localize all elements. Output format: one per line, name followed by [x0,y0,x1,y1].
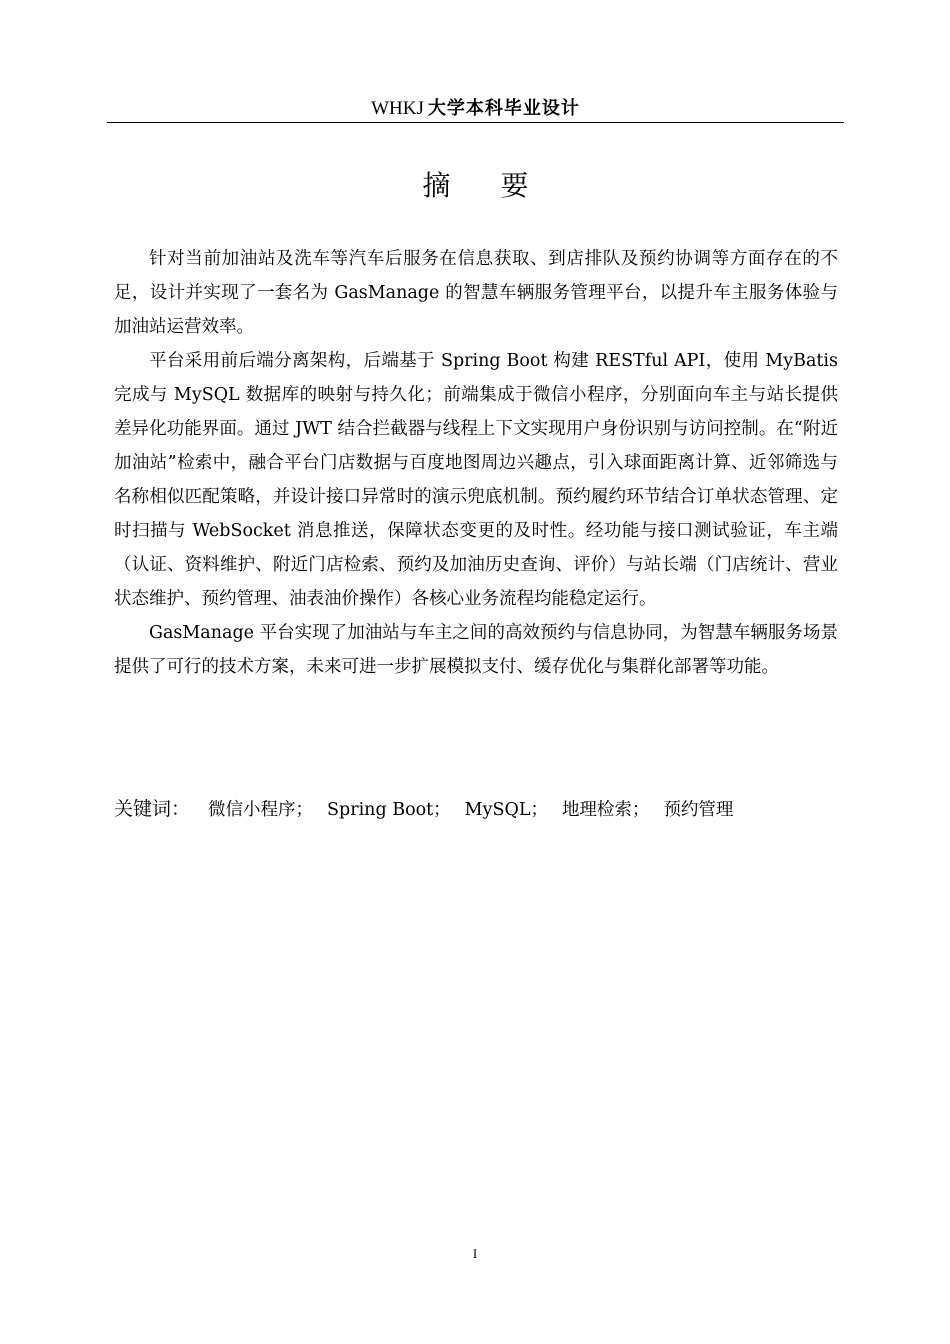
abstract-paragraph: 平台采用前后端分离架构，后端基于 Spring Boot 构建 RESTful API，使用 MyBatis 完成与 MySQL 数据库的映射与持久化；前端集成于微信小程序，分别面向车主与站长提供差异化功能界面。通过 JWT 结合拦截器与线程上下文实现用户身份识别与访问控制。在“附近加油站”检索中，融合平台门店数据与百度地图周边兴趣点，引入球面距离计算、近邻筛选与名称相似匹配策略，并设计接口异常时的演示兜底机制。预约履约环节结合订单状态管理、定时扫描与 WebSocket 消息推送，保障状态变更的及时性。经功能与接口测试验证，车主端（认证、资料维护、附近门店检索、预约及加油历史查询、评价）与站长端（门店统计、营业状态维护、预约管理、油表油价操作）各核心业务流程均能稳定运行。 [114,351,838,609]
keyword-separator: ； [631,800,650,820]
abstract-paragraph: GasManage 平台实现了加油站与车主之间的高效预约与信息协同，为智慧车辆服务场景提供了可行的技术方案，未来可进一步扩展模拟支付、缓存优化与集群化部署等功能。 [114,623,838,677]
keyword-item: 预约管理 [663,800,734,820]
header-title: 大学本科毕业设计 [427,98,580,119]
keyword-item: 微信小程序 [208,800,296,820]
keyword-separator: ； [530,800,548,820]
header-divider [107,122,844,123]
keyword-item: Spring Boot [327,800,434,820]
abstract-paragraph: 针对当前加油站及洗车等汽车后服务在信息获取、到店排队及预约协调等方面存在的不足，设计并实现了一套名为 GasManage 的智慧车辆服务管理平台，以提升车主服务体验与加油站运营效率。 [114,249,838,337]
keyword-separator: ； [433,800,451,820]
keyword-item: MySQL [464,800,531,820]
header-brand: WHKJ [371,98,424,119]
page-header [107,96,844,122]
keyword-separator: ； [295,800,314,820]
keywords-label: 关键词： [114,798,191,820]
keywords-line [114,792,838,827]
abstract-heading: 摘要 [422,169,579,202]
abstract-body [114,242,838,684]
page-number: I [472,1246,478,1261]
keyword-item: 地理检索 [561,800,632,820]
